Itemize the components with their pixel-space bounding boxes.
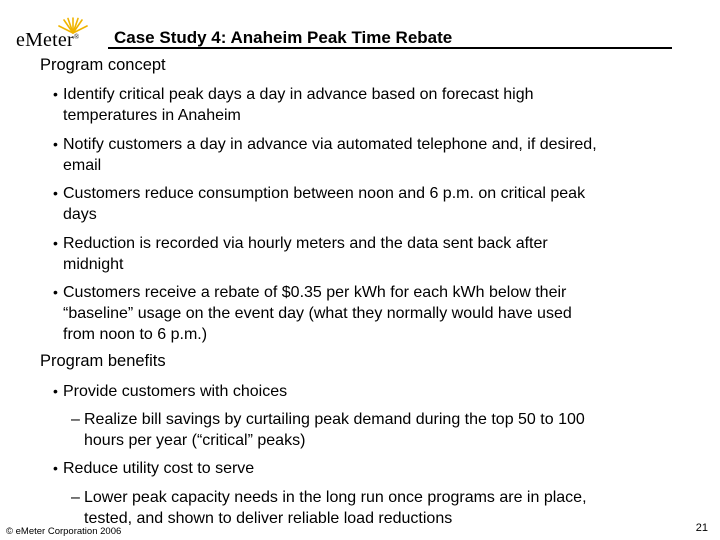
bullet-dot-icon: • bbox=[53, 185, 58, 201]
bullet-dot-icon: • bbox=[53, 460, 58, 476]
sub-bullet-item: – Realize bill savings by curtailing peak demand during the top 50 to 100 hours per year (“critical” peaks) bbox=[71, 411, 585, 449]
section-heading-benefits: Program benefits bbox=[40, 352, 166, 370]
bullet-item: • Notify customers a day in advance via automated telephone and, if desired, email bbox=[53, 136, 597, 174]
bullet-dot-icon: • bbox=[53, 284, 58, 300]
bullet-item: • Provide customers with choices bbox=[53, 383, 288, 400]
copyright-text: © eMeter Corporation 2006 bbox=[6, 526, 122, 537]
bullet-dot-icon: • bbox=[53, 86, 58, 102]
bullet-item: • Reduction is recorded via hourly meters and the data sent back after midnight bbox=[53, 235, 548, 273]
bullet-dot-icon: • bbox=[53, 235, 58, 251]
emeter-logo bbox=[16, 16, 112, 50]
bullet-item: • Identify critical peak days a day in advance based on forecast high temperatures in Anaheim bbox=[53, 86, 534, 124]
bullet-item: • Reduce utility cost to serve bbox=[53, 460, 255, 477]
bullet-item: • Customers reduce consumption between noon and 6 p.m. on critical peak days bbox=[53, 185, 586, 223]
title-underline bbox=[108, 47, 672, 49]
bullet-item: • Customers receive a rebate of $0.35 per kWh for each kWh below their “baseline” usage on the event day (what they normally would have used from noon to 6 p.m.) bbox=[53, 284, 572, 343]
sub-bullet-item: – Lower peak capacity needs in the long run once programs are in place, tested, and shown to deliver reliable load reductions bbox=[71, 489, 587, 527]
section-heading-concept: Program concept bbox=[40, 56, 166, 74]
slide-title: Case Study 4: Anaheim Peak Time Rebate bbox=[114, 28, 453, 47]
bullet-dot-icon: • bbox=[53, 383, 58, 399]
logo-wordmark: eMeter® bbox=[16, 29, 80, 51]
bullet-dot-icon: • bbox=[53, 136, 58, 152]
page-number: 21 bbox=[695, 522, 708, 534]
